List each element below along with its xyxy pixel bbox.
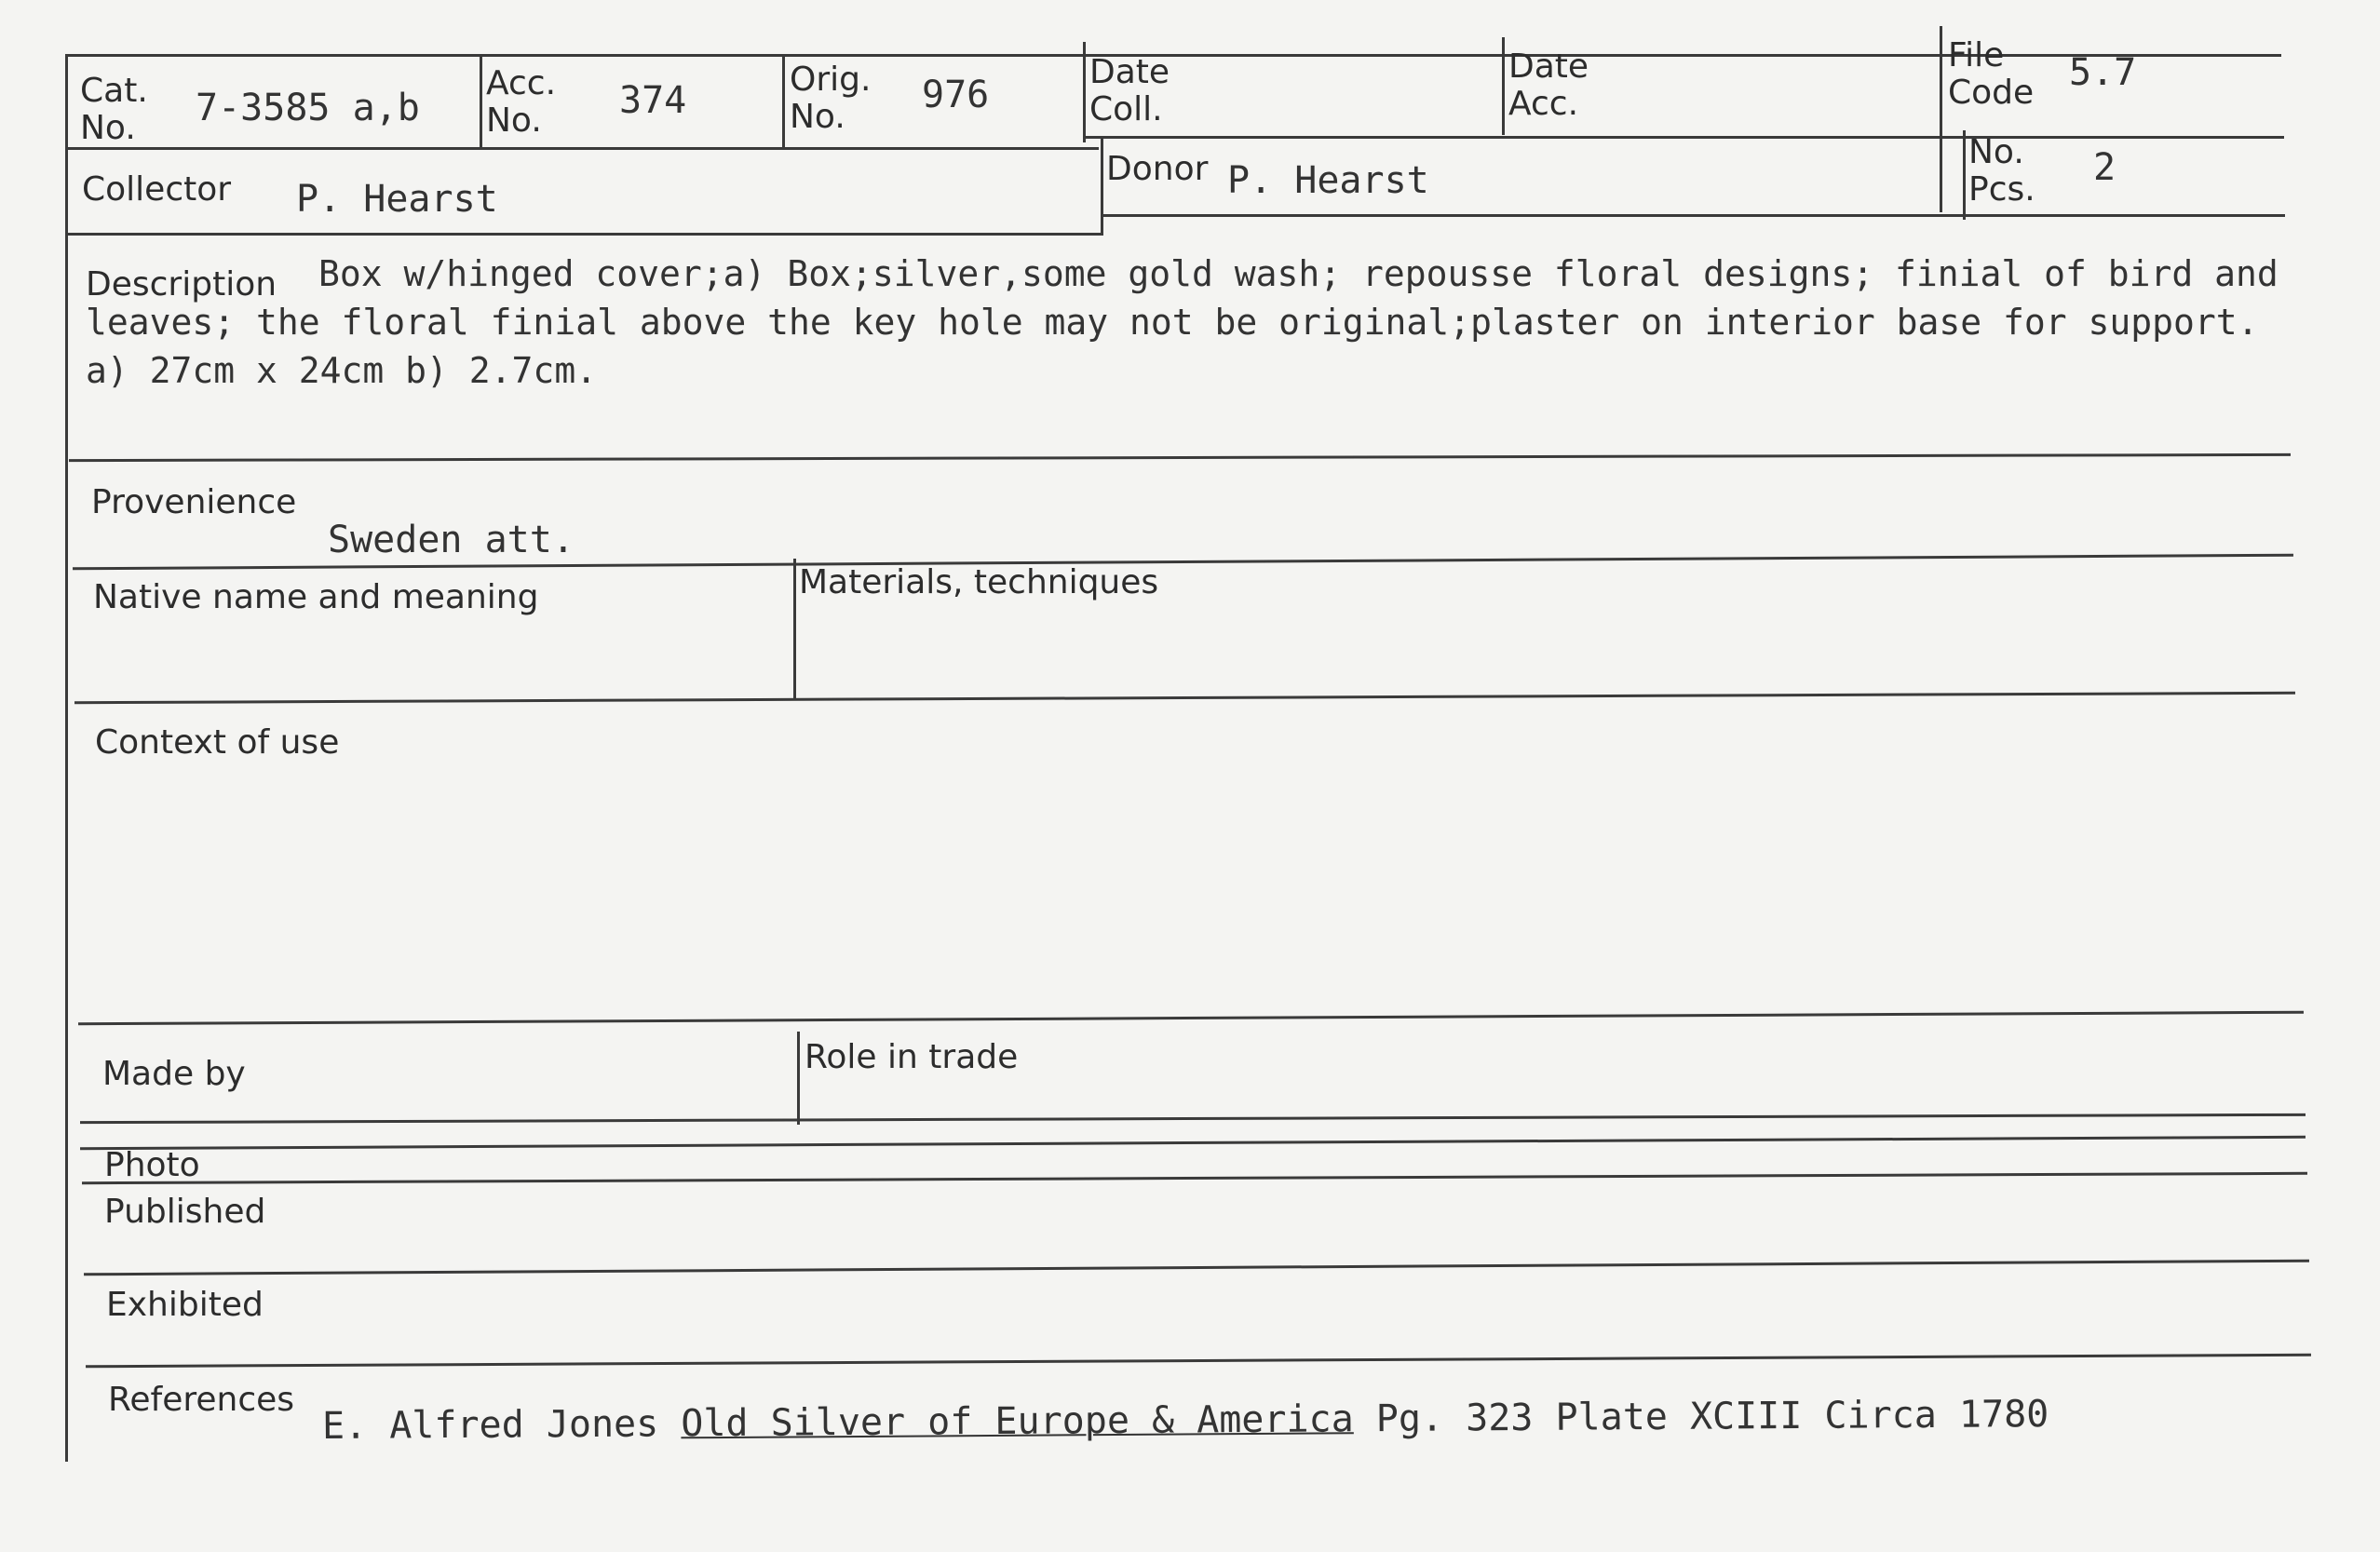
divider-orig-datecoll bbox=[1083, 42, 1086, 142]
references-value bbox=[322, 1394, 2049, 1447]
references-label: References bbox=[108, 1381, 295, 1419]
references-author: E. Alfred Jones bbox=[321, 1402, 682, 1448]
file-code-label: File Code bbox=[1948, 36, 2035, 112]
row2-bottom-line bbox=[65, 233, 1103, 236]
exhibited-label: Exhibited bbox=[106, 1286, 264, 1324]
cat-no-label: Cat. No. bbox=[80, 72, 148, 147]
donor-value: P. Hearst bbox=[1227, 159, 1429, 202]
photo-bottom-line bbox=[82, 1172, 2307, 1184]
no-pcs-label: No. Pcs. bbox=[1968, 133, 2035, 209]
references-details: Pg. 323 Plate XCIII Circa 1780 bbox=[1353, 1393, 2049, 1441]
context-bottom-line bbox=[78, 1011, 2304, 1026]
row1-bottom-line bbox=[65, 147, 1099, 150]
divider-collector-donor bbox=[1101, 136, 1103, 235]
divider-madeby-role bbox=[797, 1032, 800, 1125]
no-pcs-value: 2 bbox=[2093, 146, 2116, 189]
native-name-label: Native name and meaning bbox=[93, 578, 539, 616]
collector-label: Collector bbox=[82, 170, 232, 209]
date-coll-label: Date Coll. bbox=[1089, 53, 1170, 128]
published-bottom-line bbox=[84, 1260, 2309, 1276]
exhibited-bottom-line bbox=[86, 1354, 2311, 1369]
madeby-bottom-line bbox=[80, 1113, 2306, 1124]
row1-bottom-line-right bbox=[1083, 136, 2284, 139]
acc-no-label: Acc. No. bbox=[486, 64, 557, 140]
published-label: Published bbox=[104, 1193, 266, 1231]
file-code-value: 5.7 bbox=[2069, 51, 2137, 94]
divider-cat-acc bbox=[480, 54, 482, 147]
collector-value: P. Hearst bbox=[296, 178, 498, 221]
madeby-bottom-line-2 bbox=[80, 1136, 2306, 1151]
date-acc-label: Date Acc. bbox=[1508, 47, 1589, 123]
card-left-border bbox=[65, 54, 68, 1462]
references-title: Old Silver of Europe & America bbox=[681, 1397, 1354, 1446]
provenience-value: Sweden att. bbox=[328, 519, 575, 561]
provenience-label: Provenience bbox=[91, 483, 297, 521]
photo-label: Photo bbox=[104, 1146, 200, 1184]
divider-datecoll-dateacc bbox=[1502, 37, 1505, 135]
donor-label: Donor bbox=[1106, 150, 1209, 188]
made-by-label: Made by bbox=[102, 1055, 246, 1093]
native-materials-bottom-line bbox=[74, 692, 2295, 704]
row2-bottom-line-right bbox=[1101, 214, 2285, 217]
orig-no-value: 976 bbox=[922, 74, 990, 116]
divider-native-materials bbox=[793, 559, 796, 700]
description-label: Description bbox=[86, 265, 277, 304]
orig-no-label: Orig. No. bbox=[790, 61, 872, 136]
description-value: Box w/hinged cover;a) Box;silver,some gold wash; repousse floral designs; finial of bird and leaves; the floral finial above the key hole may not be original;plaster on interior base for support. a) 27cm x 24cm b) 2.7cm. bbox=[86, 253, 2279, 391]
acc-no-value: 374 bbox=[619, 79, 687, 122]
description-bottom-line bbox=[69, 453, 2291, 462]
divider-donor-pcs bbox=[1963, 130, 1966, 220]
materials-label: Materials, techniques bbox=[799, 563, 1159, 601]
context-of-use-label: Context of use bbox=[95, 723, 340, 762]
cat-no-value: 7-3585 a,b bbox=[196, 87, 420, 129]
role-in-trade-label: Role in trade bbox=[805, 1038, 1019, 1076]
divider-acc-orig bbox=[782, 54, 785, 147]
divider-dateacc-filecode bbox=[1940, 26, 1942, 212]
